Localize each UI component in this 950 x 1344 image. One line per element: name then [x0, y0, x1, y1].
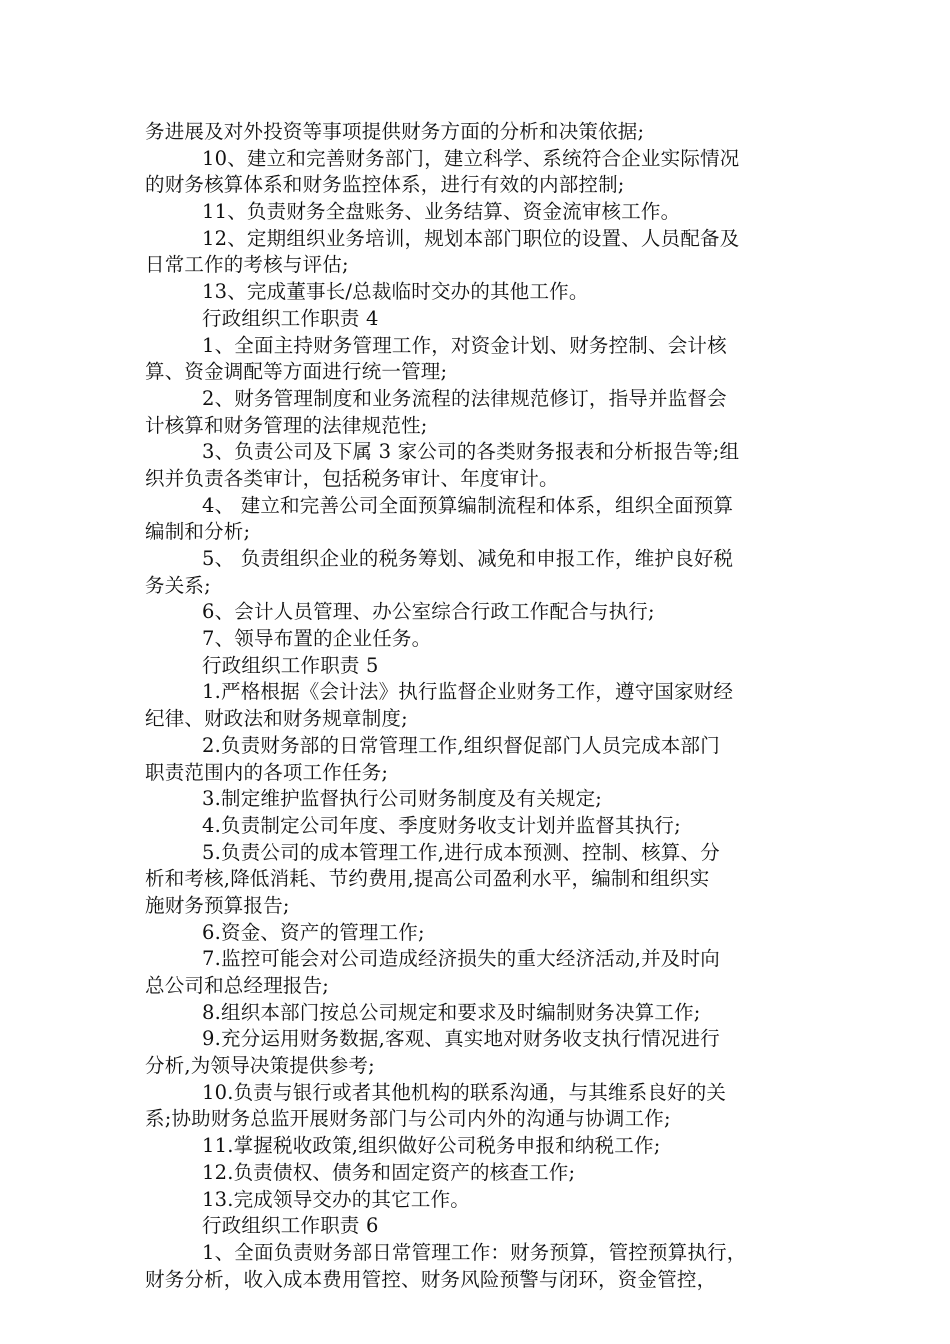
text-line: 9.充分运用财务数据,客观、真实地对财务收支执行情况进行 [202, 1027, 720, 1051]
text-line: 11.掌握税收政策,组织做好公司税务申报和纳税工作; [202, 1134, 661, 1158]
text-line: 2.负责财务部的日常管理工作,组织督促部门人员完成本部门 [202, 733, 720, 757]
text-line: 分析,为领导决策提供参考; [145, 1054, 375, 1078]
text-line: 10.负责与银行或者其他机构的联系沟通，与其维系良好的关 [202, 1080, 727, 1104]
text-line: 3.制定维护监督执行公司财务制度及有关规定; [202, 787, 603, 811]
text-line: 的财务核算体系和财务监控体系，进行有效的内部控制; [145, 173, 625, 197]
text-line: 6、会计人员管理、办公室综合行政工作配合与执行; [202, 600, 655, 624]
text-line: 2、财务管理制度和业务流程的法律规范修订，指导并监督会 [202, 386, 727, 410]
text-line: 5、 负责组织企业的税务筹划、减免和申报工作，维护良好税 [202, 547, 734, 570]
text-line: 编制和分析; [145, 520, 251, 544]
text-line: 日常工作的考核与评估; [145, 253, 349, 277]
text-line: 4、 建立和完善公司全面预算编制流程和体系，组织全面预算 [202, 493, 734, 517]
text-line: 行政组织工作职责 5 [202, 653, 379, 677]
text-line: 务进展及对外投资等事项提供财务方面的分析和决策依据; [145, 120, 645, 143]
text-line: 析和考核,降低消耗、节约费用,提高公司盈利水平，编制和组织实 [145, 867, 710, 891]
text-line: 纪律、财政法和财务规章制度; [145, 707, 408, 731]
text-line: 施财务预算报告; [145, 893, 290, 917]
text-line: 12、定期组织业务培训，规划本部门职位的设置、人员配备及 [202, 226, 740, 250]
text-line: 务关系; [145, 573, 211, 597]
text-line: 总公司和总经理报告; [145, 974, 330, 997]
text-line: 11、负责财务全盘账务、业务结算、资金流审核工作。 [202, 200, 681, 224]
text-line: 10、建立和完善财务部门，建立科学、系统符合企业实际情况 [202, 146, 740, 170]
text-line: 行政组织工作职责 4 [202, 306, 379, 330]
text-line: 7、领导布置的企业任务。 [202, 627, 432, 651]
text-line: 5.负责公司的成本管理工作,进行成本预测、控制、核算、分 [202, 840, 720, 864]
text-line: 7.监控可能会对公司造成经济损失的重大经济活动,并及时向 [202, 947, 720, 971]
text-line: 13、完成董事长/总裁临时交办的其他工作。 [202, 280, 589, 304]
text-line: 行政组织工作职责 6 [202, 1214, 379, 1238]
text-line: 13.完成领导交办的其它工作。 [202, 1187, 471, 1211]
text-line: 1、全面主持财务管理工作，对资金计划、财务控制、会计核 [202, 333, 727, 357]
text-line: 计核算和财务管理的法律规范性; [145, 413, 428, 437]
text-line: 算、资金调配等方面进行统一管理; [145, 360, 448, 384]
text-line: 织并负责各类审计，包括税务审计、年度审计。 [145, 466, 559, 490]
text-line: 12.负责债权、债务和固定资产的核查工作; [202, 1160, 576, 1184]
text-line: 6.资金、资产的管理工作; [202, 920, 425, 944]
text-line: 1.严格根据《会计法》执行监督企业财务工作，遵守国家财经 [202, 680, 734, 704]
text-line: 4.负责制定公司年度、季度财务收支计划并监督其执行; [202, 813, 681, 837]
text-line: 3、负责公司及下属 3 家公司的各类财务报表和分析报告等;组 [202, 440, 740, 464]
text-line: 8.组织本部门按总公司规定和要求及时编制财务决算工作; [202, 1000, 701, 1024]
text-line: 财务分析，收入成本费用管控、财务风险预警与闭环，资金管控， [145, 1267, 717, 1291]
text-line: 职责范围内的各项工作任务; [145, 760, 389, 784]
text-line: 1、全面负责财务部日常管理工作：财务预算，管控预算执行， [202, 1240, 747, 1264]
text-line: 系;协助财务总监开展财务部门与公司内外的沟通与协调工作; [145, 1107, 671, 1131]
document-body [145, 119, 825, 1293]
